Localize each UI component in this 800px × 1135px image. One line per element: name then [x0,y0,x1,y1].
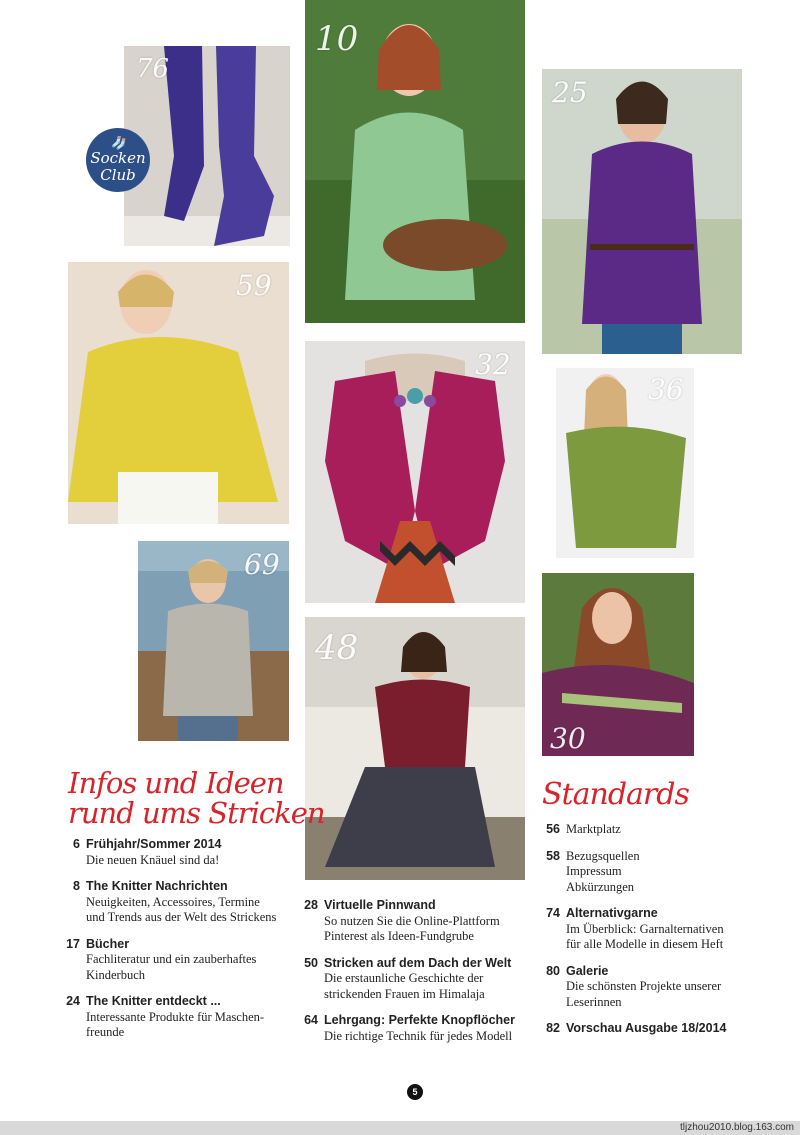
toc-title: Stricken auf dem Dach der Welt [324,955,512,970]
toc-entry[interactable] [532,1021,782,1037]
photo-59-number: 59 [236,269,272,302]
toc-title: Frühjahr/Sommer 2014 [86,837,222,851]
heading-standards: Standards [542,777,689,812]
toc-desc: Die erstaunliche Geschichte der strickenden Frauen im Himalaja [324,971,485,1001]
toc-entry[interactable] [290,1013,550,1044]
photo-76 [124,46,290,246]
toc-entry[interactable] [52,994,302,1041]
toc-page: 80 [546,963,560,978]
photo-10-number: 10 [315,19,359,59]
toc-entry[interactable] [52,937,302,984]
toc-entry[interactable] [532,849,782,896]
toc-page: 17 [66,936,80,951]
toc-title: Alternativgarne [566,906,658,920]
toc-page: 6 [73,837,80,851]
badge-line1: Socken [90,148,146,167]
toc-desc: Die neuen Knäuel sind da! [86,852,220,867]
toc-entry[interactable] [532,822,782,838]
toc-page: 64 [304,1013,318,1027]
toc-title: Bücher [86,936,130,951]
photo-69-number: 69 [244,548,280,581]
toc-entry[interactable] [532,964,782,1011]
page-number: 5 [407,1084,423,1100]
photo-32-number: 32 [475,348,511,381]
toc-desc: Fachliteratur und ein zauberhaftes Kinderbuch [86,952,257,982]
toc-title: The Knitter entdeckt ... [86,994,221,1008]
photo-36 [556,368,694,558]
photo-48-number: 48 [315,628,359,668]
toc-title: Virtuelle Pinnwand [324,898,436,912]
toc-desc: Die schönsten Projekte unserer Leserinnen [566,979,722,1009]
toc-entry[interactable] [290,898,550,945]
toc-page: 8 [73,879,80,893]
footer-bar [0,1121,800,1135]
toc-entry[interactable] [52,837,302,868]
heading-infos-ideen [68,768,325,828]
badge-line2: Club [100,165,136,184]
toc-desc: So nutzen Sie die Online-Plattform Pinterest als Ideen-Fundgrube [324,913,500,943]
toc-page: 58 [546,848,560,863]
photo-32 [305,341,525,603]
toc-desc: Bezugsquellen Impressum Abkürzungen [566,848,640,894]
toc-entry[interactable] [290,956,550,1003]
toc-title: Galerie [566,963,609,978]
toc-title: The Knitter Nachrichten [86,879,228,893]
toc-middle [290,898,550,1055]
photo-10 [305,0,525,323]
photo-30 [542,573,694,756]
toc-entry[interactable] [532,906,782,953]
photo-59 [68,262,289,524]
toc-desc: Neuigkeiten, Accessoires, Termine und Trends aus der Welt des Strickens [86,894,277,924]
photo-25-image [542,69,742,354]
sock-icon: 🧦 [110,135,126,150]
toc-desc: Interessante Produkte für Maschen- freunde [86,1009,265,1039]
toc-desc: Marktplatz [566,822,621,836]
toc-entry[interactable] [52,879,302,926]
toc-page: 24 [66,994,80,1008]
photo-69 [138,541,289,741]
toc-desc: Im Überblick: Garnalternativen für alle Modelle in diesem Heft [566,921,724,951]
footer-text: tljzhou2010.blog.163.com [680,1122,794,1133]
toc-page: 50 [304,955,318,970]
photo-76-number: 76 [136,54,170,84]
toc-page: 74 [546,906,560,920]
toc-title: Vorschau Ausgabe 18/2014 [566,1021,727,1035]
toc-left [52,837,302,1052]
photo-30-number: 30 [550,722,586,755]
socken-club-badge [86,128,150,192]
heading-infos-line1: Infos und Ideen [68,766,284,800]
photo-25 [542,69,742,354]
photo-36-number: 36 [648,373,684,406]
photo-25-number: 25 [552,76,588,109]
photo-48 [305,617,525,880]
toc-desc: Die richtige Technik für jedes Modell [324,1028,513,1043]
heading-infos-line2: rund ums Stricken [68,796,325,830]
toc-page: 28 [304,898,318,912]
toc-page: 56 [546,822,560,836]
toc-right [532,822,782,1048]
toc-page: 82 [546,1021,560,1035]
toc-title: Lehrgang: Perfekte Knopflöcher [324,1013,515,1027]
